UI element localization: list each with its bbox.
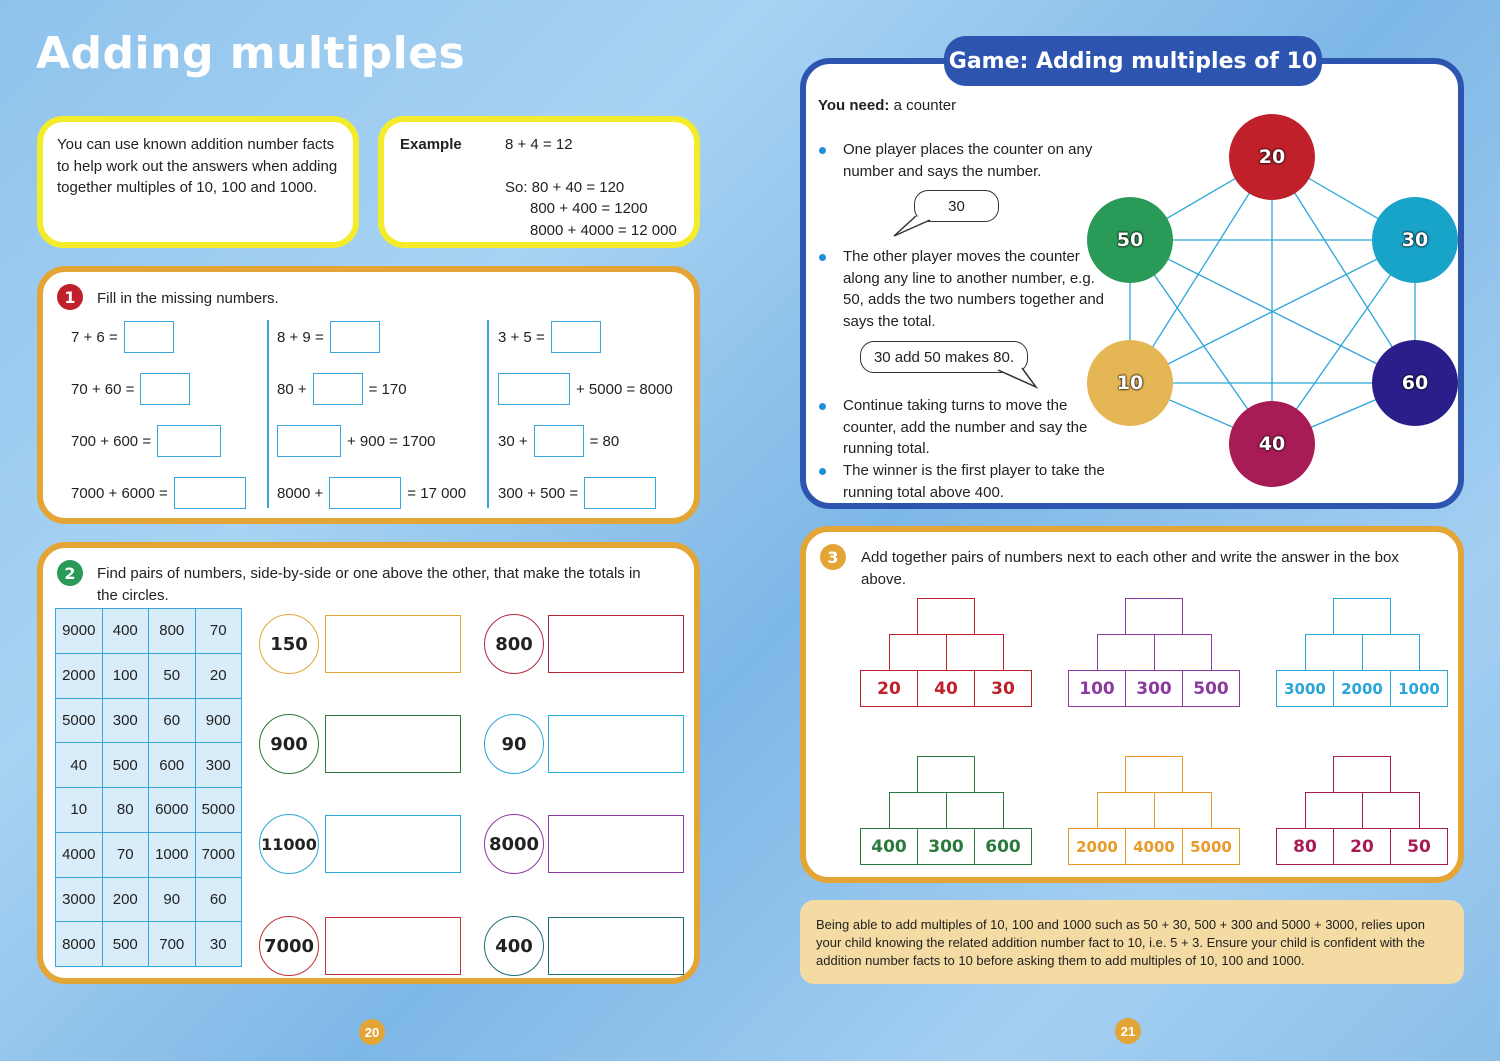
grid-row — [56, 609, 242, 654]
total-answer-box[interactable] — [325, 815, 461, 873]
question-3-number: 3 — [820, 544, 846, 570]
pyramid-top-box[interactable] — [1333, 598, 1391, 635]
grid-cell[interactable]: 800 — [149, 609, 196, 654]
total-circle: 90 — [484, 714, 544, 774]
total-circle: 7000 — [259, 916, 319, 976]
total-answer-box[interactable] — [548, 917, 684, 975]
grid-cell[interactable]: 40 — [56, 743, 103, 788]
grid-cell[interactable]: 60 — [195, 877, 242, 922]
grid-row — [56, 743, 242, 788]
page-number-left: 20 — [359, 1019, 385, 1045]
pyramid-middle-box[interactable] — [1305, 634, 1363, 671]
total-answer-box[interactable] — [548, 615, 684, 673]
equation-text: 70 + 60 = — [71, 380, 135, 398]
column-divider — [487, 320, 489, 508]
game-number-node[interactable]: 20 — [1229, 114, 1315, 200]
grid-cell[interactable]: 5000 — [56, 698, 103, 743]
pyramid-middle-box[interactable] — [1362, 792, 1420, 829]
speech-bubble-1-text: 30 — [948, 197, 965, 215]
pyramid-top-box[interactable] — [1125, 598, 1183, 635]
equation-text: 3 + 5 = — [498, 328, 545, 346]
question-2-number: 2 — [57, 560, 83, 586]
grid-cell[interactable]: 30 — [195, 922, 242, 967]
grid-cell[interactable]: 4000 — [56, 832, 103, 877]
pyramid-middle-box[interactable] — [889, 634, 947, 671]
answer-box[interactable] — [584, 477, 656, 509]
question-2-panel — [37, 542, 700, 984]
grid-row — [56, 832, 242, 877]
pyramid-top-box[interactable] — [1125, 756, 1183, 793]
grid-cell[interactable]: 70 — [195, 609, 242, 654]
grid-row — [56, 788, 242, 833]
game-number-node[interactable]: 30 — [1372, 197, 1458, 283]
grid-cell[interactable]: 5000 — [195, 788, 242, 833]
equation-row — [277, 477, 466, 509]
answer-box[interactable] — [330, 321, 380, 353]
grid-cell[interactable]: 600 — [149, 743, 196, 788]
game-title: Game: Adding multiples of 10 — [944, 36, 1322, 86]
game-rule-3: Continue taking turns to move the counter, add the number and say the running total. — [843, 395, 1103, 460]
answer-box[interactable] — [498, 373, 570, 405]
question-3-instruction: Add together pairs of numbers next to each other and write the answer in the box above. — [861, 549, 1399, 588]
you-need — [818, 97, 956, 114]
pyramid-base-number: 400 — [860, 828, 918, 865]
pyramid-base-number: 2000 — [1068, 828, 1126, 865]
pyramid-top-box[interactable] — [917, 598, 975, 635]
pyramid-base-number: 4000 — [1125, 828, 1183, 865]
game-number-node[interactable]: 60 — [1372, 340, 1458, 426]
grid-row — [56, 698, 242, 743]
grid-cell[interactable]: 70 — [102, 832, 149, 877]
equation-text: 30 + — [498, 432, 528, 450]
pyramid-base-number: 300 — [1125, 670, 1183, 707]
grid-cell[interactable]: 400 — [102, 609, 149, 654]
grid-cell[interactable]: 60 — [149, 698, 196, 743]
pyramid-base-number: 100 — [1068, 670, 1126, 707]
grid-cell[interactable]: 700 — [149, 922, 196, 967]
pyramid-base-number: 30 — [974, 670, 1032, 707]
pyramid-middle-box[interactable] — [1097, 634, 1155, 671]
you-need-label: You need: — [818, 97, 890, 114]
grid-cell[interactable]: 1000 — [149, 832, 196, 877]
equation-row — [71, 425, 221, 457]
speech-bubble-2-text: 30 add 50 makes 80. — [873, 348, 1015, 366]
pyramid-base-number: 300 — [917, 828, 975, 865]
grid-cell[interactable]: 300 — [195, 743, 242, 788]
game-number-node[interactable]: 50 — [1087, 197, 1173, 283]
equation-text: + 900 = 1700 — [347, 432, 436, 450]
total-answer-box[interactable] — [548, 715, 684, 773]
grid-cell[interactable]: 7000 — [195, 832, 242, 877]
you-need-value: a counter — [893, 97, 957, 114]
pyramid-middle-box[interactable] — [1154, 792, 1212, 829]
grid-cell[interactable]: 3000 — [56, 877, 103, 922]
grid-cell[interactable]: 20 — [195, 653, 242, 698]
equation-text: + 5000 = 8000 — [576, 380, 673, 398]
equation-text: 700 + 600 = — [71, 432, 152, 450]
grid-cell[interactable]: 80 — [102, 788, 149, 833]
total-circle: 400 — [484, 916, 544, 976]
total-circle: 150 — [259, 614, 319, 674]
equation-text: 7000 + 6000 = — [71, 484, 168, 502]
question-1-panel — [37, 266, 700, 524]
total-circle: 11000 — [259, 814, 319, 874]
total-answer-box[interactable] — [325, 715, 461, 773]
equation-text: 80 + — [277, 380, 307, 398]
answer-box[interactable] — [534, 425, 584, 457]
answer-box[interactable] — [140, 373, 190, 405]
page-number-right: 21 — [1115, 1018, 1141, 1044]
pyramid-middle-box[interactable] — [946, 792, 1004, 829]
question-3-panel — [800, 526, 1464, 883]
equation-row — [71, 373, 190, 405]
total-answer-box[interactable] — [325, 615, 461, 673]
grid-cell[interactable]: 2000 — [56, 653, 103, 698]
example-line3: 800 + 400 = 1200 — [530, 200, 648, 217]
equation-row — [277, 321, 380, 353]
grid-cell[interactable]: 50 — [149, 653, 196, 698]
pyramid-base-number: 2000 — [1333, 670, 1391, 707]
answer-box[interactable] — [157, 425, 221, 457]
grid-cell[interactable]: 300 — [102, 698, 149, 743]
grid-cell[interactable]: 6000 — [149, 788, 196, 833]
answer-box[interactable] — [124, 321, 174, 353]
grid-cell[interactable]: 500 — [102, 922, 149, 967]
pyramid-base-number: 80 — [1276, 828, 1334, 865]
page-title: Adding multiples — [36, 28, 466, 79]
equation-row — [277, 373, 407, 405]
parent-note — [800, 900, 1464, 984]
example-line2: So: 80 + 40 = 120 — [505, 179, 625, 196]
equation-row — [498, 321, 601, 353]
equation-row — [277, 425, 435, 457]
equation-row — [71, 321, 174, 353]
pyramid-middle-box[interactable] — [1362, 634, 1420, 671]
pyramid-base-number: 20 — [1333, 828, 1391, 865]
total-answer-box[interactable] — [548, 815, 684, 873]
equation-row — [498, 477, 656, 509]
grid-cell[interactable]: 900 — [195, 698, 242, 743]
intro-text: You can use known addition number facts to help work out the answers when adding together multiples of 10, 100 and 1000. — [57, 136, 338, 196]
grid-cell[interactable]: 9000 — [56, 609, 103, 654]
pyramid-top-box[interactable] — [917, 756, 975, 793]
game-rule-1: One player places the counter on any number and says the number. — [843, 139, 1113, 182]
answer-box[interactable] — [329, 477, 401, 509]
speech-bubble-1-tail — [892, 214, 932, 239]
equation-text: = 80 — [589, 432, 620, 450]
game-number-node[interactable]: 10 — [1087, 340, 1173, 426]
pyramid-middle-box[interactable] — [1097, 792, 1155, 829]
equation-text: = 170 — [368, 380, 407, 398]
example-line4: 8000 + 4000 = 12 000 — [530, 222, 677, 239]
column-divider — [267, 320, 269, 508]
answer-box[interactable] — [174, 477, 246, 509]
game-number-node[interactable]: 40 — [1229, 401, 1315, 487]
total-circle: 8000 — [484, 814, 544, 874]
game-rule-4: The winner is the first player to take the running total above 400. — [843, 460, 1108, 503]
pyramid-base-number: 5000 — [1182, 828, 1240, 865]
equation-row — [498, 425, 619, 457]
pyramid-middle-box[interactable] — [1154, 634, 1212, 671]
total-answer-box[interactable] — [325, 917, 461, 975]
grid-cell[interactable]: 8000 — [56, 922, 103, 967]
pyramid-base-number: 1000 — [1390, 670, 1448, 707]
question-2-instruction: Find pairs of numbers, side-by-side or one above the other, that make the totals in the circles. — [97, 565, 641, 604]
example-label: Example — [400, 136, 462, 153]
pyramid-top-box[interactable] — [1333, 756, 1391, 793]
grid-row — [56, 922, 242, 967]
answer-box[interactable] — [551, 321, 601, 353]
pyramid-base-number: 40 — [917, 670, 975, 707]
pyramid-middle-box[interactable] — [889, 792, 947, 829]
answer-box[interactable] — [277, 425, 341, 457]
grid-cell[interactable]: 200 — [102, 877, 149, 922]
intro-box — [37, 116, 359, 248]
total-circle: 800 — [484, 614, 544, 674]
grid-row — [56, 653, 242, 698]
pyramid-base-number: 500 — [1182, 670, 1240, 707]
question-1-number: 1 — [57, 284, 83, 310]
grid-cell[interactable]: 100 — [102, 653, 149, 698]
pyramid-base-number: 50 — [1390, 828, 1448, 865]
total-circle: 900 — [259, 714, 319, 774]
equation-text: 7 + 6 = — [71, 328, 118, 346]
equation-text: 8000 + — [277, 484, 324, 502]
grid-cell[interactable]: 500 — [102, 743, 149, 788]
grid-row — [56, 877, 242, 922]
game-panel — [800, 58, 1464, 509]
equation-text: = 17 000 — [407, 484, 467, 502]
answer-box[interactable] — [313, 373, 363, 405]
pyramid-middle-box[interactable] — [946, 634, 1004, 671]
pyramid-base-number: 20 — [860, 670, 918, 707]
example-box — [378, 116, 700, 248]
pyramid-base-number: 3000 — [1276, 670, 1334, 707]
game-rule-2: The other player moves the counter along any line to another number, e.g. 50, adds the two numbers together and says the total. — [843, 246, 1108, 332]
parent-note-text: Being able to add multiples of 10, 100 and 1000 such as 50 + 30, 500 + 300 and 5000 + 3000, relies upon your child knowing the related addition number fact to 10, i.e. 5 + 3. Ensure your child is confident with the addition number facts to 10 before asking them to add multiples of 10, 100 and 1000. — [816, 917, 1425, 968]
pyramid-base-number: 600 — [974, 828, 1032, 865]
grid-cell[interactable]: 10 — [56, 788, 103, 833]
pyramid-middle-box[interactable] — [1305, 792, 1363, 829]
equation-row — [498, 373, 673, 405]
number-grid — [55, 608, 242, 967]
speech-bubble-2-tail — [996, 366, 1041, 390]
equation-text: 8 + 9 = — [277, 328, 324, 346]
grid-cell[interactable]: 90 — [149, 877, 196, 922]
question-1-instruction: Fill in the missing numbers. — [97, 290, 279, 307]
example-line1: 8 + 4 = 12 — [505, 136, 573, 153]
equation-text: 300 + 500 = — [498, 484, 579, 502]
equation-row — [71, 477, 246, 509]
